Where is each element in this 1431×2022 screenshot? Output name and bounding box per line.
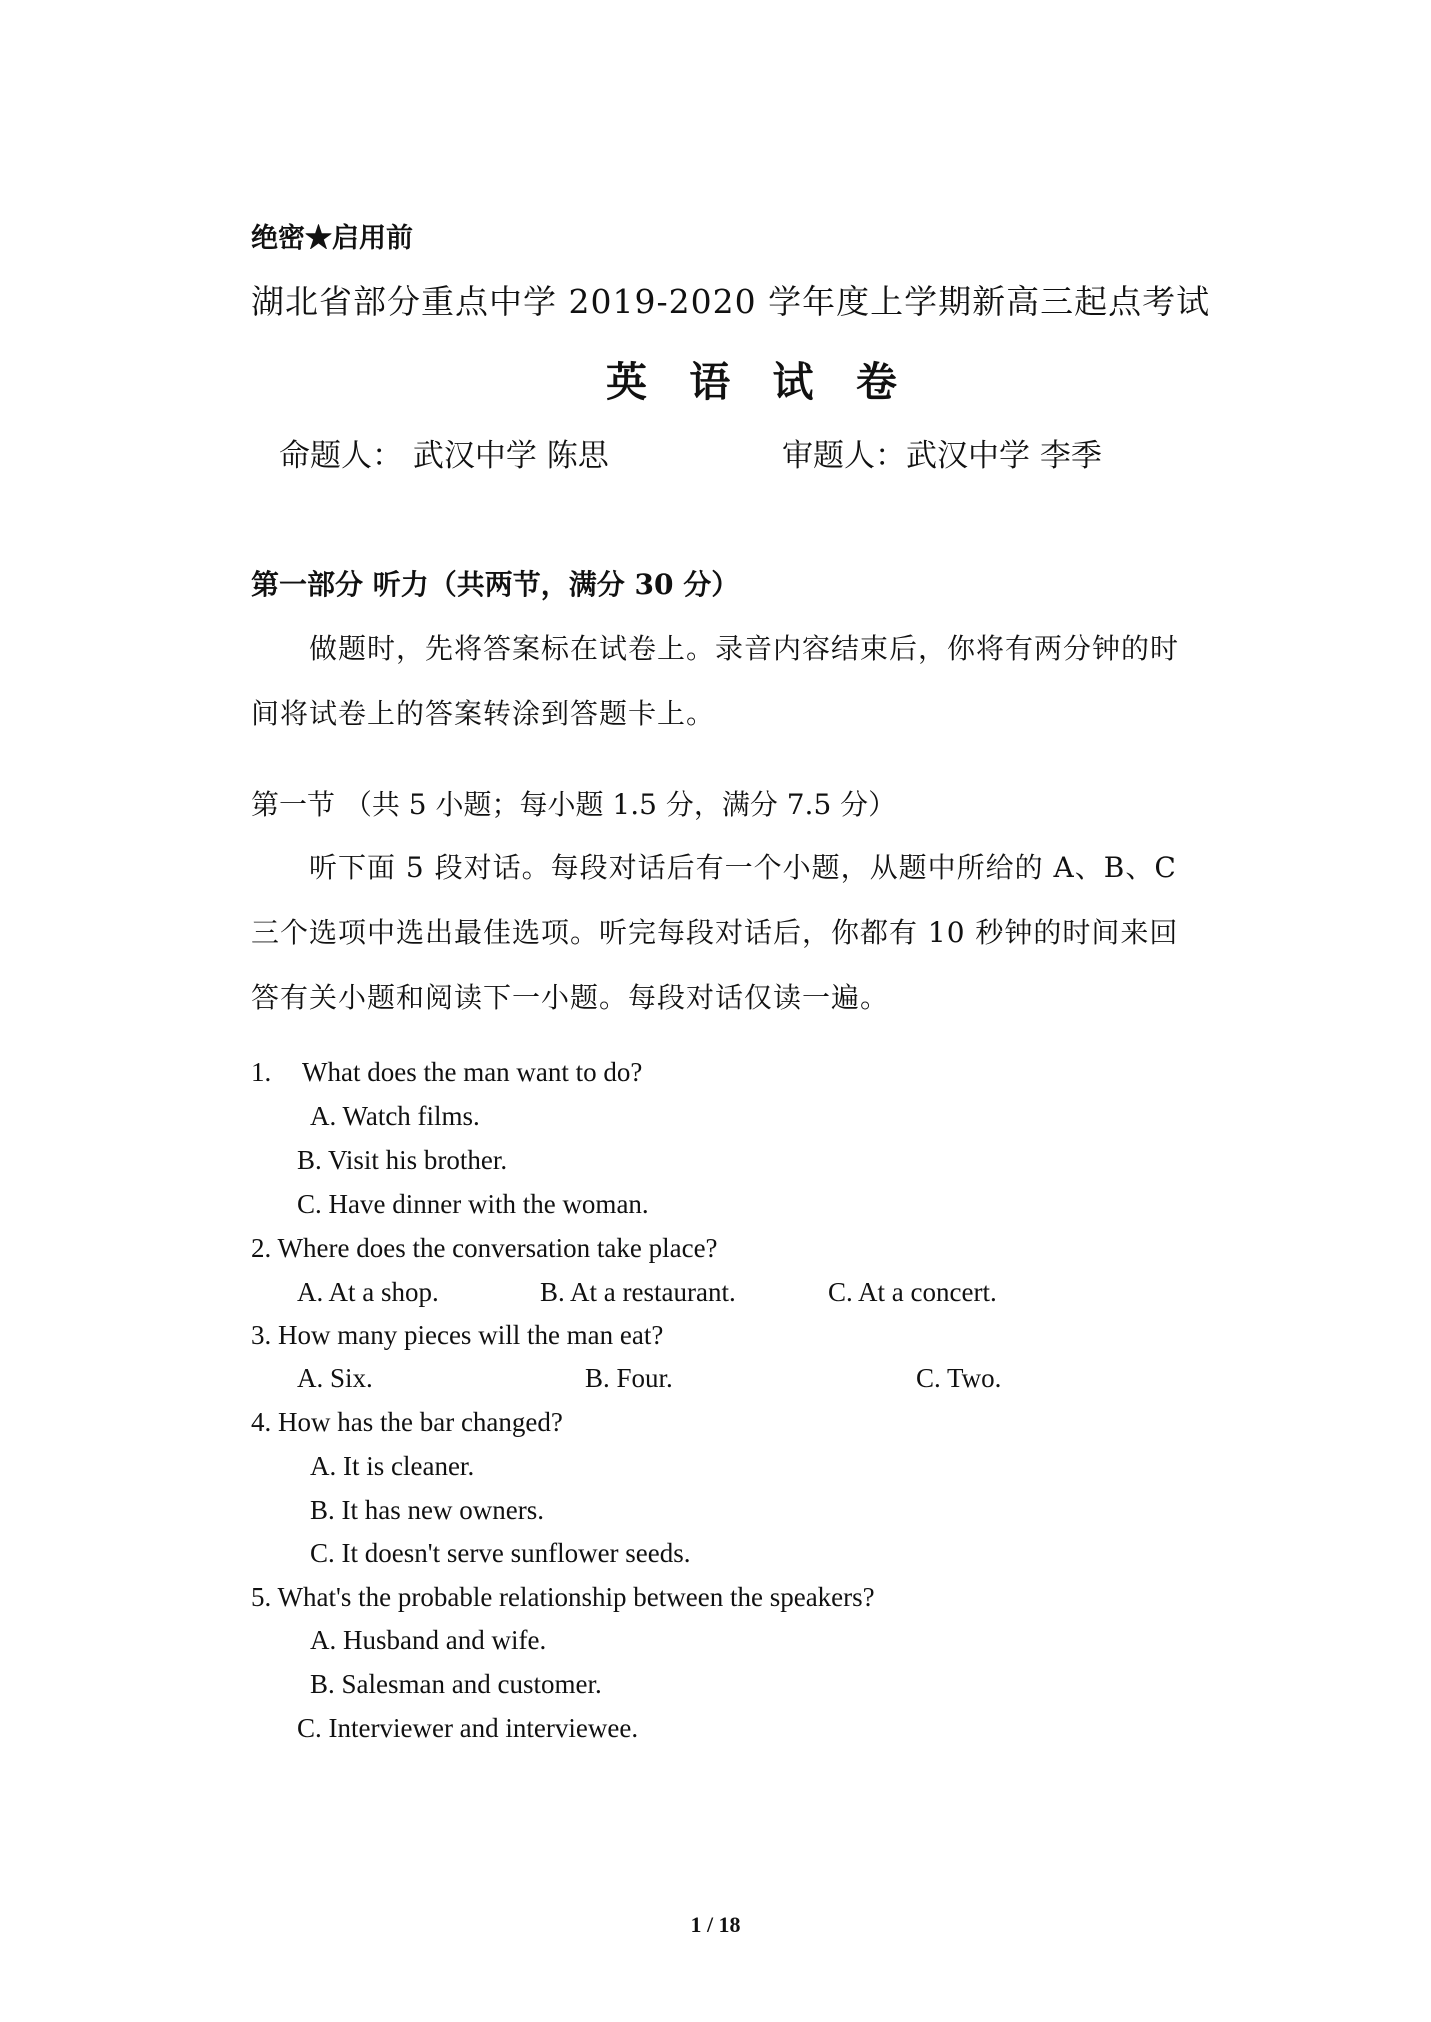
part-one-heading: 第一部分 听力（共两节，满分 30 分） [251, 568, 740, 601]
section-one-instruction-line-2: 三个选项中选出最佳选项。听完每段对话后，你都有 10 秒钟的时间来回 [251, 916, 1179, 949]
part-one-instruction-line-2: 间将试卷上的答案转涂到答题卡上。 [251, 697, 716, 730]
question-3-option-a: A. Six. [297, 1363, 373, 1393]
question-5-stem: 5. What's the probable relationship between the speakers? [251, 1582, 875, 1612]
author-reviewer: 审题人：武汉中学 李季 [782, 438, 1102, 474]
question-5-option-b: B. Salesman and customer. [310, 1669, 602, 1699]
part-one-instruction-line-1: 做题时，先将答案标在试卷上。录音内容结束后，你将有两分钟的时 [309, 632, 1180, 665]
question-3-option-c: C. Two. [916, 1363, 1002, 1393]
question-1-option-c: C. Have dinner with the woman. [297, 1189, 649, 1219]
question-1-option-b: B. Visit his brother. [297, 1145, 508, 1175]
question-1-number: 1. [251, 1057, 272, 1087]
author-setter: 命题人： 武汉中学 陈思 [279, 438, 609, 474]
question-4-stem: 4. How has the bar changed? [251, 1407, 563, 1437]
question-2-stem: 2. Where does the conversation take place? [251, 1233, 718, 1263]
question-4-option-b: B. It has new owners. [310, 1495, 544, 1525]
question-4-option-a: A. It is cleaner. [310, 1451, 475, 1481]
section-one-heading: 第一节 （共 5 小题；每小题 1.5 分，满分 7.5 分） [251, 788, 897, 821]
question-2-option-b: B. At a restaurant. [540, 1277, 736, 1307]
section-one-instruction-line-1: 听下面 5 段对话。每段对话后有一个小题，从题中所给的 A、B、C [309, 851, 1177, 884]
question-5-option-a: A. Husband and wife. [310, 1625, 547, 1655]
exam-name: 湖北省部分重点中学 2019-2020 学年度上学期新高三起点考试 [251, 282, 1211, 321]
question-2-option-c: C. At a concert. [828, 1277, 997, 1307]
question-5-option-c: C. Interviewer and interviewee. [297, 1713, 639, 1743]
question-3-option-b: B. Four. [585, 1363, 673, 1393]
question-1-stem: What does the man want to do? [302, 1057, 643, 1087]
page-number: 1 / 18 [690, 1912, 741, 1937]
question-1-option-a: A. Watch films. [310, 1101, 480, 1131]
question-2-option-a: A. At a shop. [297, 1277, 439, 1307]
question-3-stem: 3. How many pieces will the man eat? [251, 1320, 664, 1350]
question-4-option-c: C. It doesn't serve sunflower seeds. [310, 1538, 691, 1568]
section-one-instruction-line-3: 答有关小题和阅读下一小题。每段对话仅读一遍。 [251, 981, 890, 1014]
confidential-label: 绝密★启用前 [251, 223, 413, 254]
page-title: 英 语 试 卷 [606, 358, 911, 406]
